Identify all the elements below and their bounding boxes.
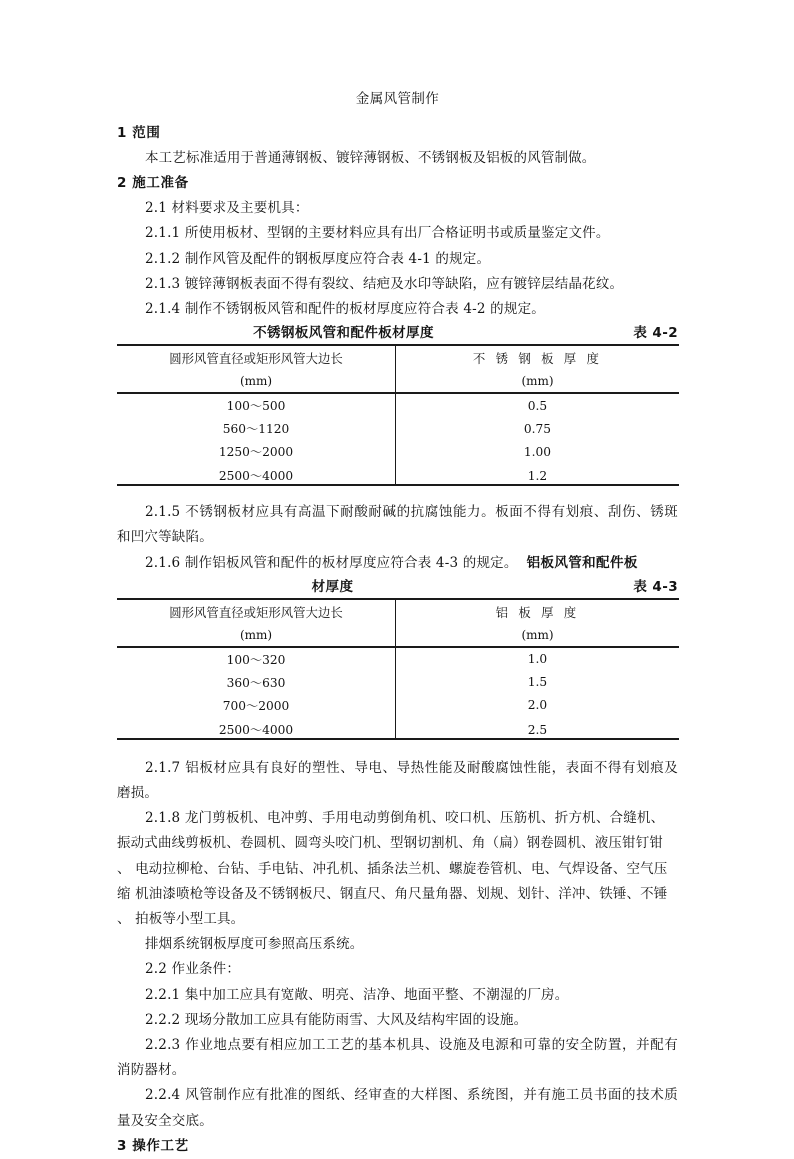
table-4-3-col2-header: 铝 板 厚 度 (495, 604, 580, 620)
table-4-3-number: 表 4-3 (633, 578, 678, 595)
table-4-3-col2-unit: (mm) (396, 624, 680, 647)
table-4-2-number: 表 4-2 (633, 325, 678, 342)
table-4-3-col1-header: 圆形风管直径或矩形风管大边长 (117, 599, 396, 624)
table-row (117, 440, 679, 463)
clause-2-2-2: 2.2.2 现场分散加工应具有能防雨雪、大风及结构牢固的设施。 (145, 1011, 528, 1028)
table-4-2-thickness-0: 0.5 (527, 398, 548, 413)
table-4-3-range-2: 700～2000 (117, 694, 396, 717)
clause-2-1-8-line-4: 缩 机油漆喷枪等设备及不锈钢板尺、钢直尺、角尺量角器、划规、划针、洋冲、铁锤、不锤 (117, 885, 668, 902)
section-1-paragraph: 本工艺标准适用于普通薄钢板、镀锌薄钢板、不锈钢板及铝板的风管制做。 (145, 150, 596, 166)
table-4-3-caption (117, 576, 678, 598)
table-4-3-thickness-3: 2.5 (527, 722, 548, 737)
clause-2-1-6 (117, 551, 678, 576)
table-4-2-caption (117, 322, 678, 344)
table-4-3-title: 材厚度 (311, 578, 354, 595)
table-4-2-col2-unit: (mm) (396, 370, 680, 393)
table-4-2-range-2: 1250～2000 (117, 440, 396, 463)
clause-2-2-3: 2.2.3 作业地点要有相应加工工艺的基本机具、设施及电源和可靠的安全防置，并配有消防器材。 (117, 1037, 678, 1079)
clause-2-1-8-line-1: 2.1.8 龙门剪板机、电冲剪、手用电动剪倒角机、咬口机、压筋机、折方机、合缝机、 (145, 810, 665, 827)
table-4-2-col2-header: 不 锈 钢 板 厚 度 (472, 351, 603, 367)
table-4-3-thickness-1: 1.5 (527, 675, 548, 690)
table-4-3-range-1: 360～630 (117, 671, 396, 694)
table-4-2-range-3: 2500～4000 (117, 463, 396, 485)
table-4-3-range-0: 100～320 (117, 647, 396, 671)
table-row (117, 694, 679, 717)
table-4-2-col1-header: 圆形风管直径或矩形风管大边长 (117, 345, 396, 370)
section-heading-2: 2 施工准备 (117, 175, 189, 192)
table-4-3-thickness-0: 1.0 (527, 652, 548, 667)
table-4-3-col1-unit: (mm) (117, 624, 396, 647)
page-content (117, 88, 678, 1159)
table-4-2-thickness-3: 1.2 (527, 469, 548, 484)
table-4-3-unit-row (117, 624, 679, 647)
table-4-3-title-head: 铝板风管和配件板 (526, 554, 638, 571)
table-4-3 (117, 598, 679, 740)
table-4-2-title: 不锈钢板风管和配件板材厚度 (253, 325, 434, 342)
clause-2-2-4: 2.2.4 风管制作应有批准的图纸、经审查的大样图、系统图，并有施工员书面的技术质量及安全交底。 (117, 1087, 678, 1129)
clause-2-1-6-lead: 2.1.6 制作铝板风管和配件的板材厚度应符合表 4-3 的规定。 (145, 554, 518, 571)
section-heading-3: 3 操作工艺 (117, 1137, 189, 1154)
clause-2-1-3: 2.1.3 镀锌薄钢板表面不得有裂纹、结疤及水印等缺陷，应有镀锌层结晶花纹。 (145, 275, 624, 292)
table-4-2-thickness-1: 0.75 (523, 421, 552, 436)
table-4-2-header-row (117, 345, 679, 370)
table-4-2-unit-row (117, 370, 679, 393)
table-row (117, 647, 679, 671)
clause-2-2: 2.2 作业条件： (145, 961, 241, 978)
clause-2-1-8-extra: 排烟系统钢板厚度可参照高压系统。 (145, 936, 364, 953)
table-4-2-thickness-2: 1.00 (523, 444, 552, 459)
clause-2-2-1: 2.2.1 集中加工应具有宽敞、明亮、洁净、地面平整、不潮湿的厂房。 (145, 986, 569, 1003)
table-4-3-block (117, 576, 678, 740)
clause-2-1-5: 2.1.5 不锈钢板材应具有高温下耐酸耐碱的抗腐蚀能力。板面不得有划痕、刮伤、锈斑和凹穴等缺陷。 (117, 504, 678, 546)
clause-2-1-8-line-5: 、 拍板等小型工具。 (117, 911, 245, 928)
table-row (117, 717, 679, 739)
clause-2-1-7: 2.1.7 铝板材应具有良好的塑性、导电、导热性能及耐酸腐蚀性能，表面不得有划痕及磨损。 (117, 759, 678, 802)
table-row (117, 417, 679, 440)
table-4-3-range-3: 2500～4000 (117, 717, 396, 739)
table-4-2 (117, 344, 679, 486)
table-4-2-range-1: 560～1120 (117, 417, 396, 440)
table-4-2-range-0: 100～500 (117, 393, 396, 417)
clause-2-1-2: 2.1.2 制作风管及配件的钢板厚度应符合表 4-1 的规定。 (145, 250, 491, 267)
table-row (117, 671, 679, 694)
clause-2-1-4: 2.1.4 制作不锈钢板风管和配件的板材厚度应符合表 4-2 的规定。 (145, 301, 545, 318)
section-heading-1: 1 范围 (117, 125, 161, 141)
table-4-2-col1-unit: (mm) (117, 370, 396, 393)
table-row (117, 393, 679, 417)
table-row (117, 463, 679, 485)
clause-2-1-8-line-2: 振动式曲线剪板机、卷圆机、圆弯头咬门机、型钢切割机、角（扁）钢卷圆机、液压钳钉钳 (117, 835, 663, 852)
clause-2-1-8-line-3: 、 电动拉柳枪、台钻、手电钻、冲孔机、插条法兰机、螺旋卷管机、电、气焊设备、空气压 (117, 860, 668, 877)
clause-2-1: 2.1 材料要求及主要机具： (145, 200, 309, 217)
table-4-3-thickness-2: 2.0 (527, 698, 548, 713)
table-4-3-header-row (117, 599, 679, 624)
document-title: 金属风管制作 (355, 91, 440, 107)
clause-2-1-1: 2.1.1 所使用板材、型钢的主要材料应具有出厂合格证明书或质量鉴定文件。 (145, 225, 610, 242)
table-4-2-block (117, 322, 678, 486)
